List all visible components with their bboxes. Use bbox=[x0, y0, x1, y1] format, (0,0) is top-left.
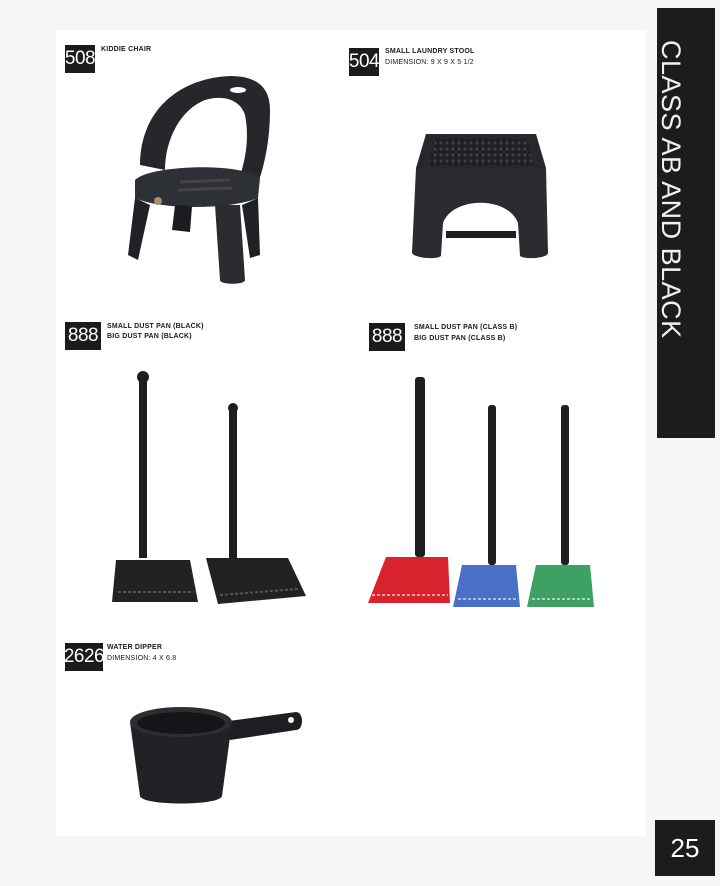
product-title-dustpan-classb-big: BIG DUST PAN (CLASS B) bbox=[414, 335, 506, 342]
product-code-888-black: 888 bbox=[65, 322, 101, 350]
dustpan-color-image bbox=[366, 375, 598, 610]
product-title-dustpan-black-big: BIG DUST PAN (BLACK) bbox=[107, 333, 192, 340]
laundry-stool-image bbox=[408, 128, 553, 263]
dustpan-black-image bbox=[108, 370, 308, 610]
section-tab-label: CLASS AB AND BLACK bbox=[656, 40, 686, 339]
product-title-kiddie-chair: KIDDIE CHAIR bbox=[101, 46, 152, 53]
kiddie-chair-image bbox=[120, 70, 280, 290]
water-dipper-image bbox=[126, 700, 306, 810]
product-dimension-water-dipper: DIMENSION: 4 X 6.8 bbox=[107, 655, 177, 662]
product-title-water-dipper: WATER DIPPER bbox=[107, 644, 163, 651]
product-code-2626: 2626 bbox=[65, 643, 103, 671]
product-code-508: 508 bbox=[65, 45, 95, 73]
product-code-504: 504 bbox=[349, 48, 379, 76]
product-title-laundry-stool: SMALL LAUNDRY STOOL bbox=[385, 48, 475, 55]
page-number: 25 bbox=[655, 820, 715, 876]
product-title-dustpan-black-small: SMALL DUST PAN (BLACK) bbox=[107, 323, 204, 330]
product-title-dustpan-classb-small: SMALL DUST PAN (CLASS B) bbox=[414, 324, 518, 331]
product-dimension-laundry-stool: DIMENSION: 9 X 9 X 5 1/2 bbox=[385, 59, 474, 66]
product-code-888-class-b: 888 bbox=[369, 323, 405, 351]
